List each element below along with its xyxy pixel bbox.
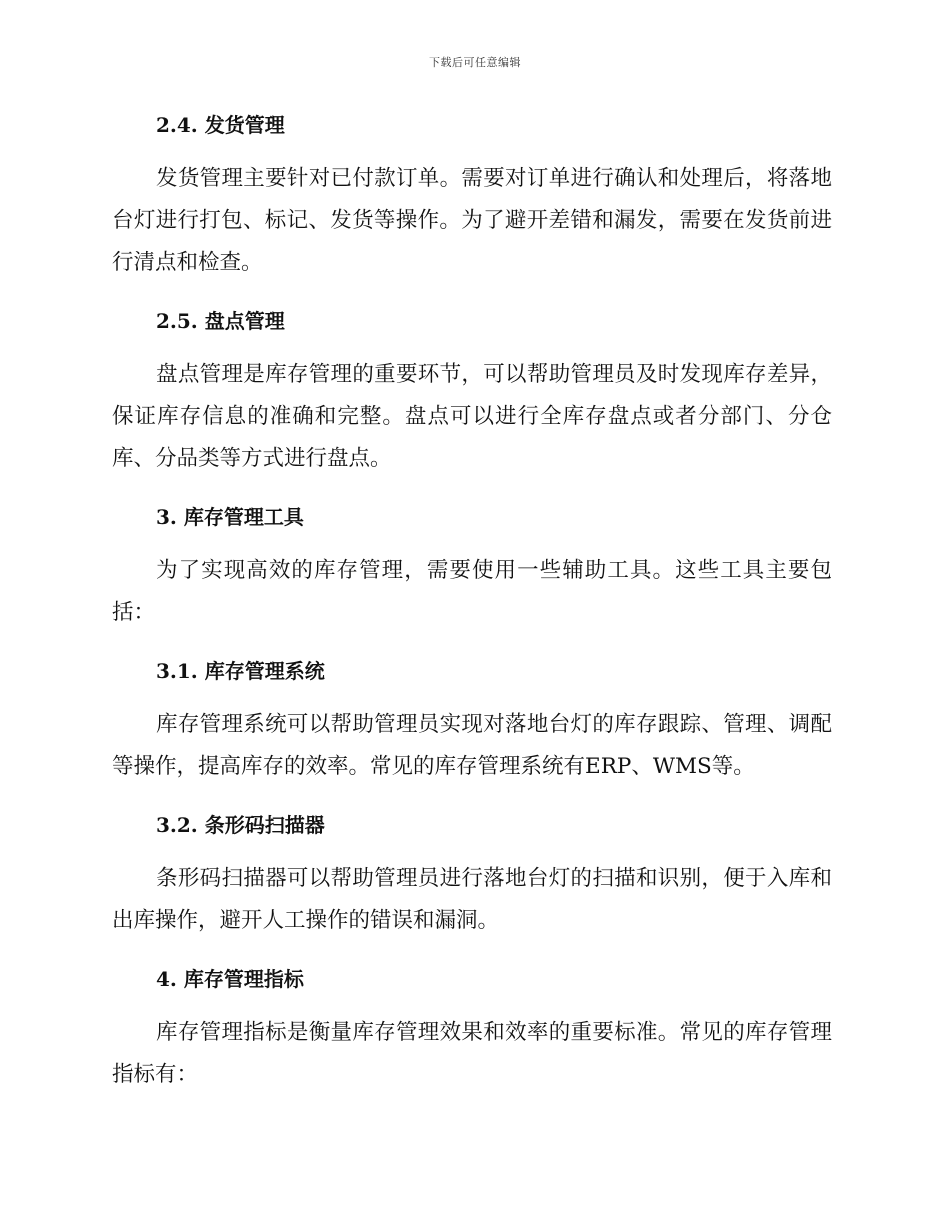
section-heading-3-1: 3.1. 库存管理系统 (156, 659, 325, 683)
section-heading-3: 3. 库存管理工具 (156, 505, 304, 529)
section-heading-4: 4. 库存管理指标 (156, 967, 304, 991)
section-paragraph-4: 库存管理指标是衡量库存管理效果和效率的重要标准。常见的库存管理指标有： (112, 1020, 832, 1087)
section-heading-3-2: 3.2. 条形码扫描器 (156, 813, 325, 837)
page-header: 下载后可任意编辑 (429, 56, 521, 69)
section-heading-2-5: 2.5. 盘点管理 (156, 309, 285, 333)
section-heading-2-4: 2.4. 发货管理 (156, 113, 285, 137)
section-paragraph-2-5: 盘点管理是库存管理的重要环节，可以帮助管理员及时发现库存差异，保证库存信息的准确和完整。盘点可以进行全库存盘点或者分部门、分仓库、分品类等方式进行盘点。 (112, 362, 832, 471)
section-paragraph-2-4: 发货管理主要针对已付款订单。需要对订单进行确认和处理后，将落地台灯进行打包、标记、发货等操作。为了避开差错和漏发，需要在发货前进行清点和检查。 (112, 166, 832, 275)
section-paragraph-3: 为了实现高效的库存管理，需要使用一些辅助工具。这些工具主要包括： (112, 558, 832, 625)
section-paragraph-3-1: 库存管理系统可以帮助管理员实现对落地台灯的库存跟踪、管理、调配等操作，提高库存的效率。常见的库存管理系统有ERP、WMS等。 (112, 712, 832, 779)
section-paragraph-3-2: 条形码扫描器可以帮助管理员进行落地台灯的扫描和识别，便于入库和出库操作，避开人工操作的错误和漏洞。 (112, 866, 832, 933)
document-body (112, 110, 832, 1096)
